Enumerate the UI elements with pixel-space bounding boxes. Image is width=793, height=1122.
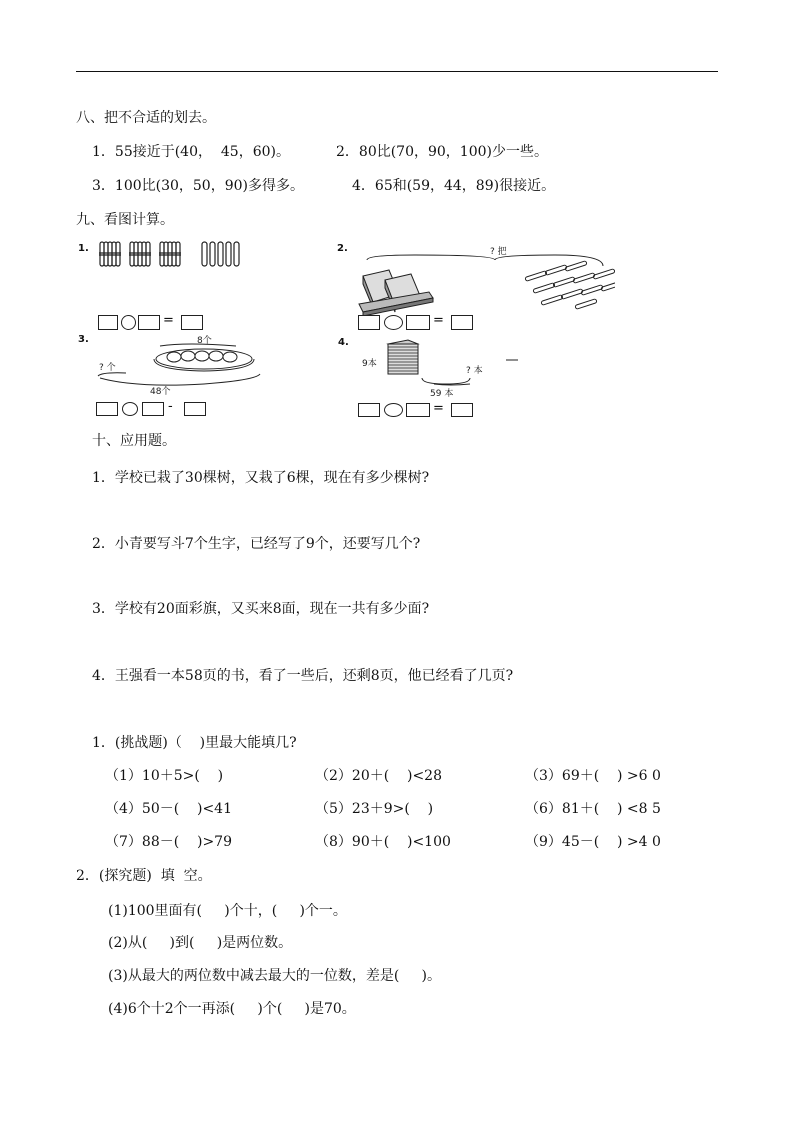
fig1-sticks-illustration: [98, 240, 248, 270]
section10-q2: 2．小青要写斗7个生字，已经写了9个，还要写几个?: [92, 536, 421, 552]
section10-q1: 1．学校已栽了30棵树，又栽了6棵，现在有多少棵树?: [92, 470, 430, 486]
section10-q3: 3．学校有20面彩旗，又买来8面，现在一共有多少面?: [92, 601, 430, 617]
fig3-left-label: ? 个: [99, 363, 116, 373]
section8-q2: 2．80比(70，90，100)少一些。: [336, 144, 548, 160]
fig1-operator-circle[interactable]: [121, 315, 136, 330]
challenge-item-3: （3）69＋( ) >6 0: [525, 768, 661, 784]
fig4-books-illustration: [370, 338, 520, 390]
fig3-minus: -: [168, 399, 173, 414]
section9-title: 九、看图计算。: [76, 212, 174, 228]
section8-title: 八、把不合适的划去。: [76, 110, 216, 126]
challenge-item-2: （2）20＋( )<28: [315, 768, 442, 784]
fig4-answer-box-1[interactable]: [358, 403, 380, 417]
fig2-question: ? 把: [490, 247, 507, 257]
fig1-answer-box-2[interactable]: [138, 315, 160, 330]
challenge-item-5: （5）23＋9>( ): [315, 801, 434, 817]
fig3-answer-box-2[interactable]: [142, 402, 164, 416]
fig4-equals: =: [433, 401, 444, 416]
fig4-operator-circle[interactable]: [384, 403, 403, 417]
fig3-operator-circle[interactable]: [122, 402, 138, 416]
header-rule: [76, 71, 718, 72]
fig4-answer-box-2[interactable]: [406, 403, 430, 417]
fig3-answer-box-3[interactable]: [184, 402, 206, 416]
section10-title: 十、应用题。: [92, 433, 176, 449]
challenge-item-6: （6）81＋( ) <8 5: [525, 801, 661, 817]
fig4-right-label: ? 本: [466, 366, 483, 376]
explore-item-4: (4)6个十2个一再添( )个( )是70。: [108, 1001, 356, 1017]
explore-item-3: (3)从最大的两位数中减去最大的一位数，差是( )。: [108, 968, 442, 984]
fig2-answer-box-1[interactable]: [358, 315, 380, 330]
fig2-answer-box-3[interactable]: [451, 315, 473, 330]
fig4-label: 4.: [338, 337, 349, 348]
challenge-title: 1．(挑战题)（ )里最大能填几?: [92, 735, 297, 751]
fig3-plate-illustration: [96, 340, 268, 390]
challenge-item-8: （8）90＋( )<100: [315, 834, 451, 850]
challenge-item-4: （4）50－( )<41: [105, 801, 232, 817]
fig2-equals: =: [433, 313, 444, 328]
fig3-top-label: 8个: [197, 336, 212, 346]
explore-item-2: (2)从( )到( )是两位数。: [108, 935, 293, 951]
explore-item-1: (1)100里面有( )个十，( )个一。: [108, 903, 347, 919]
fig1-equals: =: [163, 313, 174, 328]
challenge-item-7: （7）88－( )>79: [105, 834, 232, 850]
fig3-bottom-label: 48个: [150, 387, 171, 397]
fig2-label: 2.: [337, 243, 348, 254]
explore-title: 2．(探究题) 填 空。: [76, 868, 212, 884]
fig3-answer-box-1[interactable]: [96, 402, 118, 416]
section10-q4: 4．王强看一本58页的书，看了一些后，还剩8页，他已经看了几页?: [92, 668, 514, 684]
section8-q1: 1．55接近于(40， 45，60)。: [92, 144, 290, 160]
fig2-operator-circle[interactable]: [384, 315, 403, 330]
fig4-left-label: 9本: [362, 359, 377, 369]
fig1-answer-box-1[interactable]: [98, 315, 118, 330]
section8-q4: 4．65和(59，44，89)很接近。: [352, 178, 556, 194]
fig2-answer-box-2[interactable]: [406, 315, 430, 330]
fig4-bottom-label: 59 本: [430, 389, 454, 399]
fig3-label: 3.: [78, 334, 89, 345]
section8-q3: 3．100比(30，50，90)多得多。: [92, 178, 304, 194]
challenge-item-1: （1）10＋5>( ): [105, 768, 224, 784]
challenge-item-9: （9）45－( ) >4 0: [525, 834, 661, 850]
fig1-label: 1.: [78, 243, 89, 254]
fig1-answer-box-3[interactable]: [181, 315, 203, 330]
fig4-answer-box-3[interactable]: [451, 403, 473, 417]
